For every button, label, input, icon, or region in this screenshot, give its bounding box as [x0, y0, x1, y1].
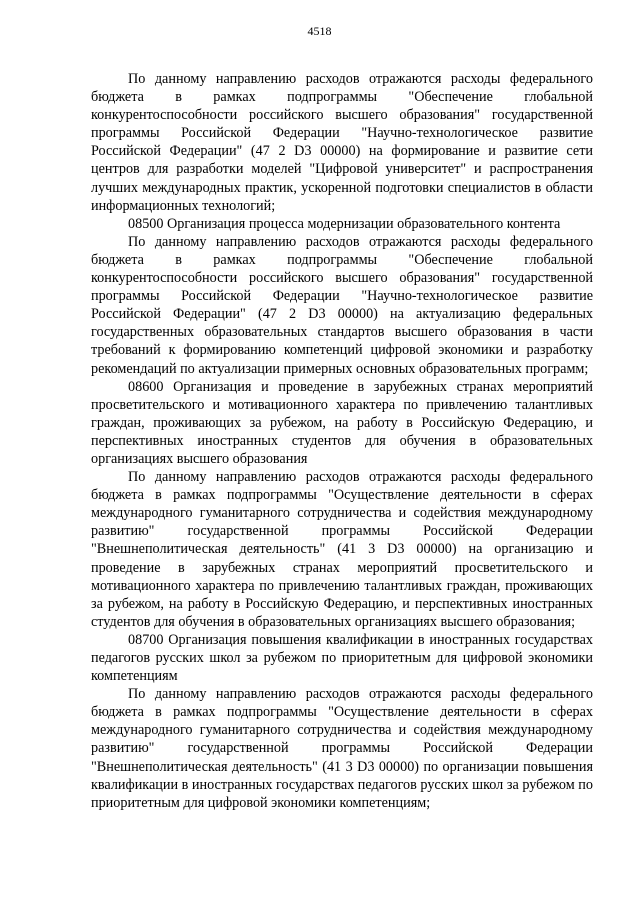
paragraph-expenses-foreign-events: По данному направлению расходов отражаются расходы федерального бюджета в рамках подпрограммы "Осуществление деятельности в сферах международного гуманитарного сотрудничества и содействия международному развитию" государственной программы Российской Федерации "Внешнеполитическая деятельность" (41 3 D3 00000) на организацию и проведение в зарубежных странах мероприятий просветительского и мотивационного характера по привлечению талантливых граждан, проживающих за рубежом, на работу в Российскую Федерацию, и перспективных иностранных студентов для обучения в образовательных организациях высшего образования;	[91, 469, 593, 630]
heading-code-08700: 08700 Организация повышения квалификации в иностранных государствах педагогов русских школ за рубежом по приоритетным для цифровой экономики компетенциям	[91, 631, 593, 685]
heading-code-08600: 08600 Организация и проведение в зарубежных странах мероприятий просветительского и мотивационного характера по привлечению талантливых граждан, проживающих за рубежом, на работу в Российскую Федерацию, и перспективных иностранных студентов для обучения в образовательных организациях высшего образования	[91, 378, 593, 467]
paragraph-expenses-digital-university: По данному направлению расходов отражаются расходы федерального бюджета в рамках подпрограммы "Обеспечение глобальной конкурентоспособности российского высшего образования" государственной программы Российской Федерации "Научно-технологическое развитие Российской Федерации" (47 2 D3 00000) на формирование и развитие сети центров для разработки моделей "Цифровой университет" и распространения лучших международных практик, ускоренной подготовки специалистов в области информационных технологий;	[91, 71, 593, 214]
document-body	[91, 70, 593, 812]
page-number: 4518	[307, 24, 332, 38]
paragraph-expenses-teacher-training: По данному направлению расходов отражаются расходы федерального бюджета в рамках подпрограммы "Осуществление деятельности в сферах международного гуманитарного сотрудничества и содействия международному развитию" государственной программы Российской Федерации "Внешнеполитическая деятельность" (41 3 D3 00000) по организации повышения квалификации в иностранных государствах педагогов русских школ за рубежом по приоритетным для цифровой экономики компетенциям;	[91, 686, 593, 811]
paragraph-expenses-standards: По данному направлению расходов отражаются расходы федерального бюджета в рамках подпрограммы "Обеспечение глобальной конкурентоспособности российского высшего образования" государственной программы Российской Федерации "Научно-технологическое развитие Российской Федерации" (47 2 D3 00000) на актуализацию федеральных государственных образовательных стандартов высшего образования в части требований к формированию компетенций цифровой экономики и разработку рекомендаций по актуализации примерных основных образовательных программ;	[91, 233, 593, 377]
heading-code-08500: 08500 Организация процесса модернизации образовательного контента	[128, 215, 561, 232]
